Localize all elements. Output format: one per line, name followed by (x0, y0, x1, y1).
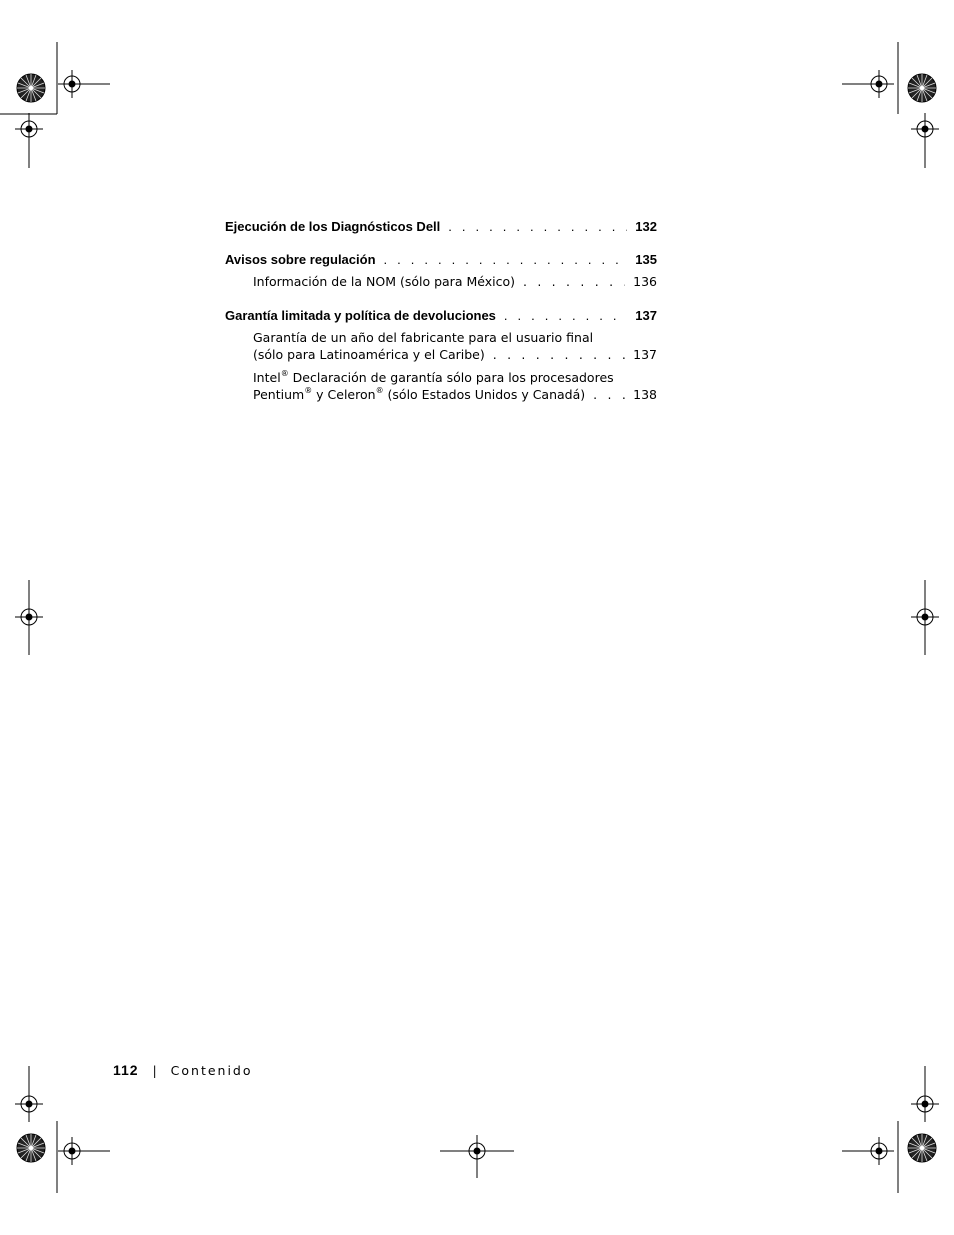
text-declaration: Declaración de garantía sólo para los procesadores (288, 370, 614, 385)
registered-mark: ® (280, 369, 289, 378)
section-label: Contenido (170, 1063, 253, 1078)
toc-subentry-page: 138 (633, 387, 657, 402)
toc-subentry-title-line1: Garantía de un año del fabricante para el usuario final (253, 330, 594, 345)
toc-subentry[interactable] (225, 369, 657, 403)
toc-entry-page: 137 (635, 308, 657, 323)
toc-entry[interactable] (225, 219, 657, 234)
dot-leader (384, 252, 628, 267)
toc-subentry-page: 137 (633, 347, 657, 362)
toc-subentry-title-line1 (253, 369, 657, 386)
dot-leader (504, 308, 627, 323)
page-number: 112 (113, 1062, 139, 1078)
toc-subentry-title-line2: (sólo para Latinoamérica y el Caribe) (253, 347, 485, 362)
footer-separator: | (152, 1064, 157, 1078)
registered-mark: ® (304, 386, 313, 395)
toc-subentry[interactable] (225, 273, 657, 290)
toc-entry-page: 132 (635, 219, 657, 234)
toc-entry-title: Garantía limitada y política de devoluciones (225, 308, 496, 323)
text-celeron: y Celeron (312, 387, 376, 402)
toc-entry[interactable] (225, 252, 657, 267)
toc-entry-title: Avisos sobre regulación (225, 252, 376, 267)
dot-leader (448, 219, 627, 234)
dot-leader (523, 273, 625, 290)
toc-subentry-page: 136 (633, 274, 657, 289)
toc-entry-page: 135 (635, 252, 657, 267)
toc-subentry-title-line2 (253, 386, 585, 403)
registered-mark: ® (375, 386, 384, 395)
toc-subentry[interactable] (225, 329, 657, 363)
dot-leader (493, 346, 625, 363)
text-pentium: Pentium (253, 387, 305, 402)
table-of-contents (225, 219, 657, 403)
page-footer (113, 1062, 253, 1078)
toc-subentry-title: Información de la NOM (sólo para México) (253, 274, 515, 289)
toc-entry-title: Ejecución de los Diagnósticos Dell (225, 219, 441, 234)
text-region: (sólo Estados Unidos y Canadá) (383, 387, 586, 402)
dot-leader (593, 386, 625, 403)
toc-entry[interactable] (225, 308, 657, 323)
text-intel: Intel (253, 370, 281, 385)
